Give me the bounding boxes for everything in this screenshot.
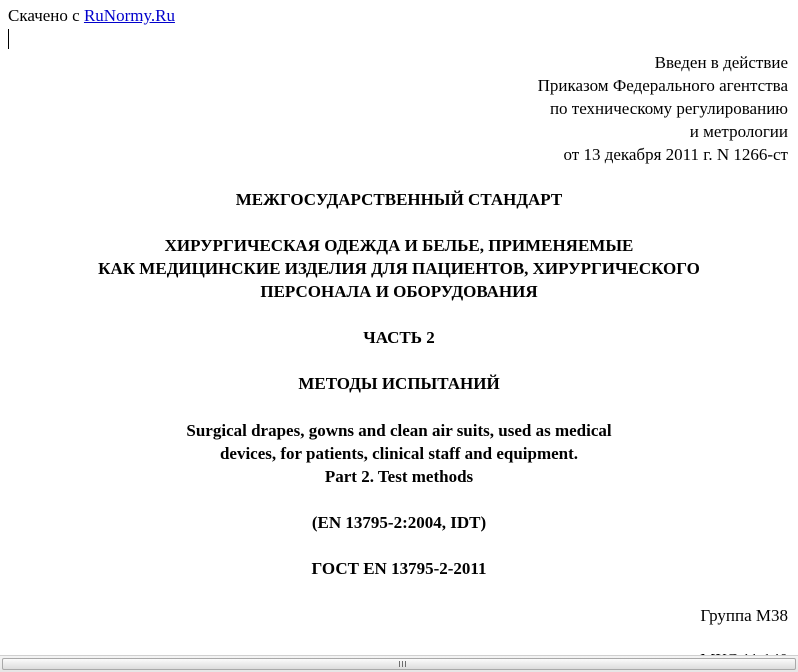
english-title-line: Part 2. Test methods	[324, 467, 474, 486]
standard-designation: ГОСТ EN 13795-2-2011	[311, 559, 487, 578]
scrollbar-thumb[interactable]	[2, 658, 796, 670]
english-title	[0, 419, 798, 488]
english-title-line: Surgical drapes, gowns and clean air suits, used as medical	[186, 421, 612, 440]
standard-type-heading: МЕЖГОСУДАРСТВЕННЫЙ СТАНДАРТ	[235, 190, 563, 209]
source-note	[8, 6, 175, 26]
enactment-line: от 13 декабря 2011 г. N 1266-ст	[563, 145, 788, 164]
russian-title	[0, 234, 798, 303]
text-cursor	[8, 29, 9, 49]
enactment-line: Приказом Федерального агентства	[537, 76, 788, 95]
enactment-block	[538, 51, 788, 166]
source-prefix: Скачено с	[8, 6, 80, 25]
source-link[interactable]: RuNormy.Ru	[83, 6, 175, 25]
grip-icon	[397, 661, 407, 667]
enactment-line: Введен в действие	[654, 53, 788, 72]
equivalence-note: (EN 13795-2:2004, IDT)	[311, 513, 487, 532]
english-title-line: devices, for patients, clinical staff and equipment.	[219, 444, 579, 463]
enactment-line: и метрологии	[689, 122, 788, 141]
russian-title-line: ХИРУРГИЧЕСКАЯ ОДЕЖДА И БЕЛЬЕ, ПРИМЕНЯЕМЫЕ	[164, 236, 634, 255]
part-heading: ЧАСТЬ 2	[363, 328, 435, 347]
russian-subtitle: МЕТОДЫ ИСПЫТАНИЙ	[298, 374, 500, 393]
horizontal-scrollbar[interactable]	[0, 655, 798, 672]
russian-title-line: КАК МЕДИЦИНСКИЕ ИЗДЕЛИЯ ДЛЯ ПАЦИЕНТОВ, ХИРУРГИЧЕСКОГО	[98, 259, 700, 278]
enactment-line: по техническому регулированию	[549, 99, 788, 118]
group-label: Группа М38	[700, 606, 788, 625]
russian-title-line: ПЕРСОНАЛА И ОБОРУДОВАНИЯ	[260, 282, 538, 301]
